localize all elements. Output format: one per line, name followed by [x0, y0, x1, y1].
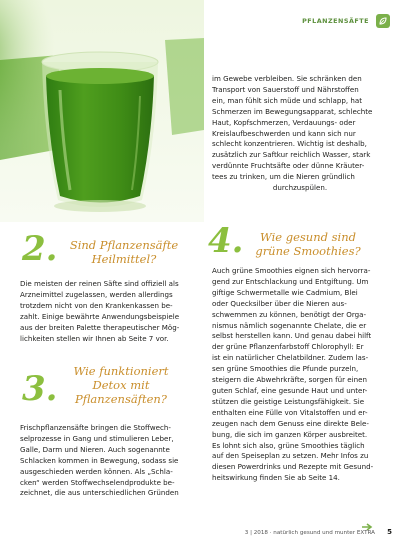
paragraph-line: Die meisten der reinen Säfte sind offiziell als	[20, 279, 179, 288]
section-2-text	[20, 279, 196, 344]
section-3-text	[20, 423, 196, 499]
paragraph-line: ein, man fühlt sich müde und schlapp, hat	[212, 95, 362, 105]
paragraph-line: giftige Schwermetalle wie Cadmium, Blei	[212, 287, 358, 297]
section-title	[238, 230, 378, 258]
paragraph-line: auf den Speiseplan zu setzen. Mehr Infos zu	[212, 451, 369, 461]
paragraph-line: aus der breiten Palette therapeutischer Mög-	[20, 322, 180, 332]
section-title-line: Wie gesund sind	[259, 230, 356, 244]
paragraph-line: durchzuspülen.	[272, 183, 328, 193]
section-title-line: grüne Smoothies?	[255, 244, 361, 258]
paragraph-line: selprozesse in Gang und stimulieren Leber,	[20, 433, 174, 443]
paragraph-line: Kreislaufbeschwerden und kann sich nur	[212, 128, 356, 138]
paragraph-line: guten Schlaf, eine gesunde Haut und unter-	[212, 385, 368, 395]
section-label: PFLANZENSÄFTE	[302, 17, 369, 25]
section-title-line: Wie funktioniert	[73, 364, 169, 378]
paragraph-line: gend zur Entschlackung und Entgiftung. Um	[212, 276, 369, 286]
paragraph-line: Schmerzen im Bewegungsapparat, schlechte	[212, 106, 373, 116]
paragraph-line: verdünnte Fruchtsäfte oder dünne Kräuter-	[212, 161, 365, 171]
paragraph-line: diesen Powerdrinks und Rezepte mit Gesund-	[212, 462, 374, 472]
section-number: 2.	[22, 229, 58, 269]
page-number: 5	[387, 528, 392, 536]
paragraph-line: stützen die geistige Leistungsfähigkeit. Sie	[212, 396, 365, 406]
issue-footer: 3 | 2018 · natürlich gesund und munter EXTRA	[244, 530, 375, 536]
paragraph-line: schlecht konzentrieren. Wichtig ist deshalb,	[212, 139, 367, 149]
paragraph-line: zusätzlich zur Saftkur reichlich Wasser, stark	[212, 150, 371, 160]
section-3-heading	[22, 362, 202, 416]
section-title-line: Detox mit	[92, 378, 150, 392]
paragraph-line: zahlt. Einige bewährte Anwendungsbeispiele	[20, 311, 180, 321]
paragraph-line: Arzneimittel zugelassen, werden allerdings	[20, 289, 173, 299]
paragraph-line: Schlacken kommen in Bewegung, sodass sie	[20, 455, 179, 465]
section-title	[54, 238, 194, 266]
paragraph-line: Es lohnt sich also, grüne Smoothies täglich	[212, 440, 365, 450]
paragraph-line: der grüne Pflanzenfarbstoff Chlorophyll: Er	[212, 342, 364, 352]
paragraph-line: oder Quecksilber über die Nieren aus-	[212, 298, 347, 308]
section-title-line: Pflanzensäften?	[75, 392, 167, 406]
section-4-text	[212, 266, 388, 484]
section-2-heading	[22, 229, 202, 272]
paragraph-line: selbst herstellen kann. Und genau dabei hilft	[212, 331, 372, 341]
paragraph-line: zeichnet, die aus unterschiedlichen Gründen	[20, 488, 179, 498]
paragraph-line: tees zu trinken, um die Nieren gründlich	[212, 172, 355, 182]
paragraph-line: ausgeschieden werden können. Als „Schla-	[20, 466, 173, 476]
paragraph-line: heitswirkung finden Sie ab Seite 14.	[212, 473, 340, 483]
paragraph-line: schwemmen zu können, benötigt der Orga-	[212, 309, 367, 319]
paragraph-line: nismus nämlich sogenannte Chelate, die er	[212, 320, 367, 330]
paragraph-line: im Gewebe verbleiben. Sie schränken den	[212, 74, 362, 83]
paragraph-line: enthalten eine Fülle von Vitalstoffen und er-	[212, 407, 368, 417]
section-title-line: Heilmittel?	[91, 252, 157, 266]
section-number: 3.	[22, 369, 58, 409]
paragraph-line: Transport von Sauerstoff und Nährstoffen	[212, 84, 359, 94]
paragraph-line: cken“ werden Stoffwechselendprodukte be-	[20, 477, 175, 487]
paragraph-line: Frischpflanzensäfte bringen die Stoffwech-	[20, 423, 171, 432]
paragraph-line: sen grüne Smoothies die Pfunde purzeln,	[212, 364, 359, 374]
paragraph-line: Galle, Darm und Nieren. Auch sogenannte	[20, 444, 170, 454]
section-number: 4.	[208, 221, 244, 261]
paragraph-line: lichkeiten stellen wir Ihnen ab Seite 7 vor.	[20, 333, 169, 343]
paragraph-line: steigern die Abwehrkräfte, sorgen für einen	[212, 375, 367, 385]
section-title	[56, 364, 186, 406]
paragraph-line: trotzdem nicht von den Krankenkassen be-	[20, 300, 173, 310]
leaf-icon	[376, 14, 390, 28]
section-4-heading	[208, 221, 392, 264]
paragraph-line: zeugen nach dem Genuss eine direkte Bele-	[212, 418, 369, 428]
paragraph-line: bung, die sich im ganzen Körper ausbreitet.	[212, 429, 368, 439]
section-title-line: Sind Pflanzensäfte	[69, 238, 179, 252]
right-column-top-text	[212, 74, 388, 194]
green-smoothie-photo	[0, 0, 204, 222]
paragraph-line: Auch grüne Smoothies eignen sich hervorra-	[212, 266, 371, 275]
paragraph-line: Haut, Kopfschmerzen, Verdauungs- oder	[212, 117, 356, 127]
paragraph-line: ist ein natürlicher Chelatbildner. Zudem las-	[212, 353, 369, 363]
